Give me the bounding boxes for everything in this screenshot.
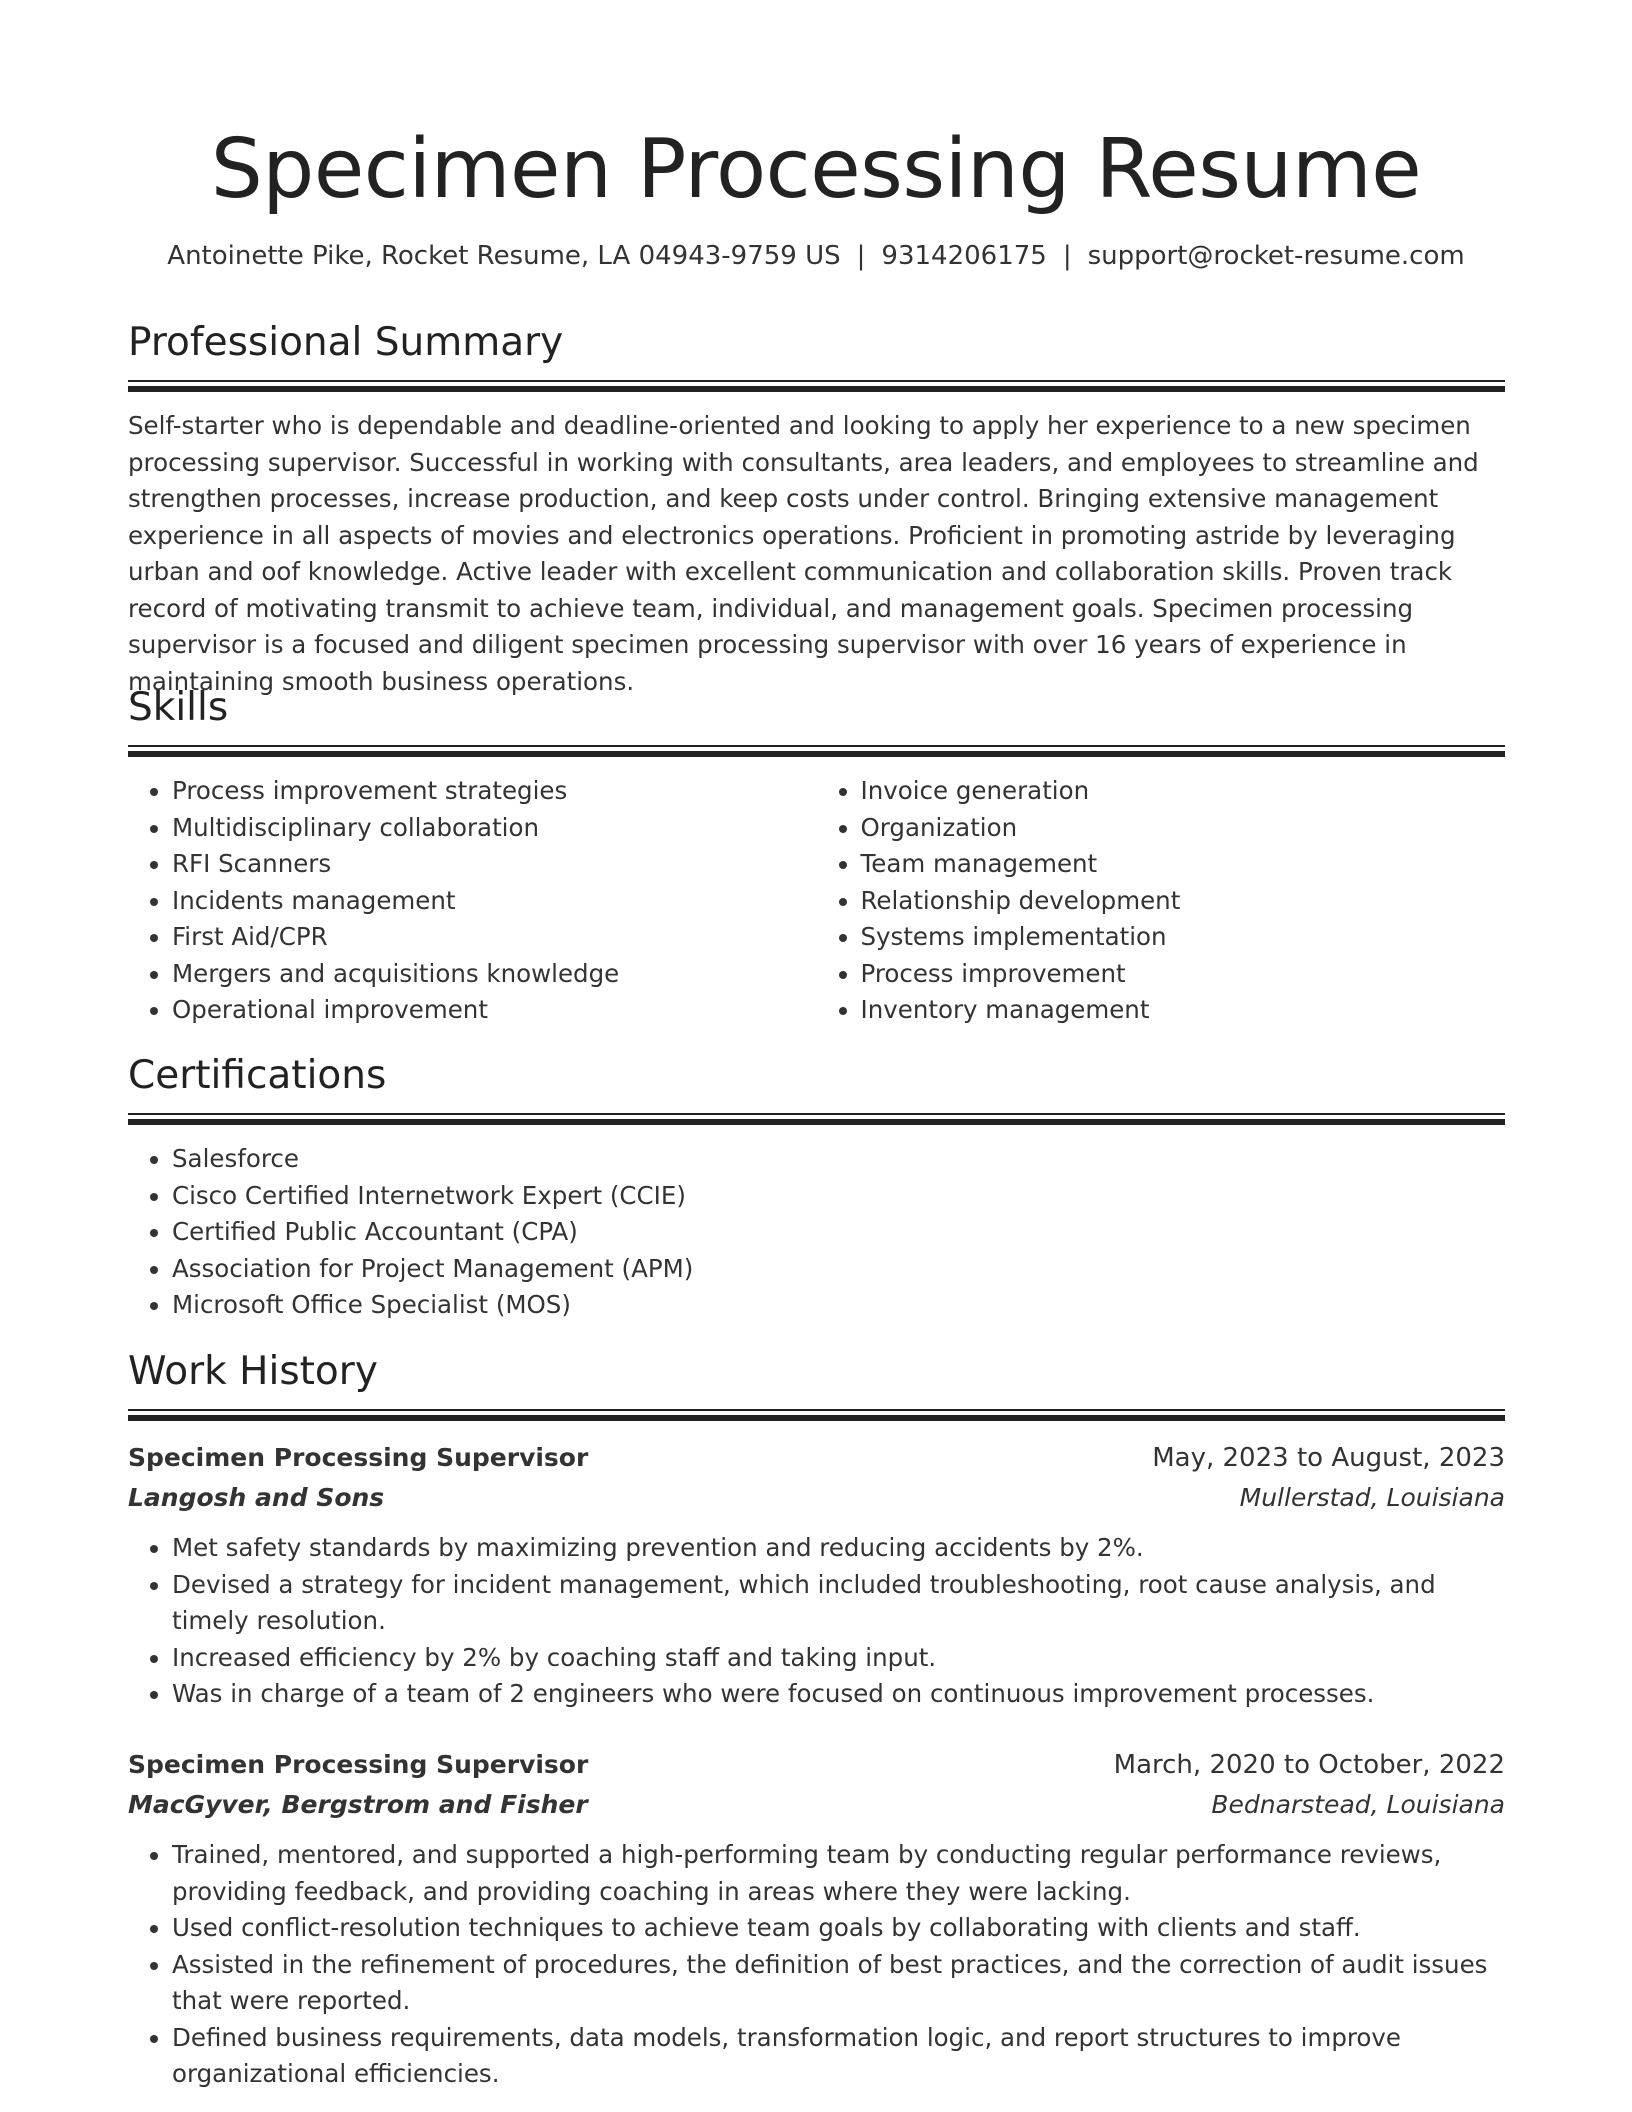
certifications-list xyxy=(128,1141,1505,1324)
job-title: Specimen Processing Supervisor xyxy=(128,1443,589,1472)
job-company: Langosh and Sons xyxy=(128,1483,385,1512)
job-entry xyxy=(128,1745,1505,2093)
section-divider xyxy=(128,1113,1505,1125)
list-item: • Trained, mentored, and supported a high-performing team by conducting regular performance reviews, providing feedback, and providing coaching in areas where they were lacking. xyxy=(172,1837,1505,1910)
list-item: • Used conflict-resolution techniques to achieve team goals by collaborating with clients and staff. xyxy=(172,1910,1505,1947)
list-item: • Mergers and acquisitions knowledge xyxy=(172,956,817,993)
section-divider xyxy=(128,1409,1505,1421)
section-divider xyxy=(128,380,1505,392)
list-item: • Salesforce xyxy=(172,1141,1505,1178)
job-bullets xyxy=(128,1530,1505,1713)
list-item: • Was in charge of a team of 2 engineers who were focused on continuous improvement processes. xyxy=(172,1676,1505,1713)
list-item: • Increased efficiency by 2% by coaching staff and taking input. xyxy=(172,1640,1505,1677)
list-item: • Relationship development xyxy=(861,883,1506,920)
job-bullets xyxy=(128,1837,1505,2093)
job-company-row xyxy=(128,1478,1505,1518)
list-item: • Invoice generation xyxy=(861,773,1506,810)
work-history-section xyxy=(128,1347,1505,1421)
list-item: • Organization xyxy=(861,810,1506,847)
skills-heading: Skills xyxy=(128,685,229,730)
job-header-row xyxy=(128,1438,1505,1478)
list-item: • Operational improvement xyxy=(172,992,817,1029)
list-item: • Defined business requirements, data models, transformation logic, and report structures to improve organizational efficiencies. xyxy=(172,2020,1505,2093)
job-header-row xyxy=(128,1745,1505,1785)
list-item: • Cisco Certified Internetwork Expert (CCIE) xyxy=(172,1178,1505,1215)
summary-heading: Professional Summary xyxy=(128,320,564,365)
contact-phone: 9314206175 xyxy=(881,241,1047,271)
list-item: • Process improvement xyxy=(861,956,1506,993)
job-entry xyxy=(128,1438,1505,1713)
job-location: Bednarstead, Louisiana xyxy=(1211,1790,1505,1819)
job-company-row xyxy=(128,1785,1505,1825)
list-item: • Systems implementation xyxy=(861,919,1506,956)
certifications-section xyxy=(128,1051,1505,1324)
list-item: • Inventory management xyxy=(861,992,1506,1029)
list-item: • Process improvement strategies xyxy=(172,773,817,810)
skills-list-right xyxy=(817,773,1506,1029)
list-item: • RFI Scanners xyxy=(172,846,817,883)
section-divider xyxy=(128,745,1505,757)
list-item: • Team management xyxy=(861,846,1506,883)
list-item: • Met safety standards by maximizing prevention and reducing accidents by 2%. xyxy=(172,1530,1505,1567)
contact-address: Antoinette Pike, Rocket Resume, LA 04943-9759 US xyxy=(167,241,841,271)
job-title: Specimen Processing Supervisor xyxy=(128,1750,589,1779)
job-location: Mullerstad, Louisiana xyxy=(1239,1483,1505,1512)
contact-email: support@rocket-resume.com xyxy=(1087,241,1465,271)
list-item: • Incidents management xyxy=(172,883,817,920)
work-history-heading: Work History xyxy=(128,1349,378,1394)
list-item: • Devised a strategy for incident management, which included troubleshooting, root cause analysis, and timely resolution. xyxy=(172,1567,1505,1640)
list-item: • Certified Public Accountant (CPA) xyxy=(172,1214,1505,1251)
list-item: • Association for Project Management (APM) xyxy=(172,1251,1505,1288)
contact-line xyxy=(0,238,1632,274)
job-dates: May, 2023 to August, 2023 xyxy=(1152,1443,1505,1473)
job-dates: March, 2020 to October, 2022 xyxy=(1113,1750,1505,1780)
job-company: MacGyver, Bergstrom and Fisher xyxy=(128,1790,588,1819)
skills-columns xyxy=(128,773,1505,1029)
skills-section xyxy=(128,683,1505,1029)
summary-section xyxy=(128,318,1505,700)
summary-text: Self-starter who is dependable and deadline-oriented and looking to apply her experience to a new specimen processing supervisor. Successful in working with consultants, area leaders, and employees to streamline and strengthen processes, increase production, and keep costs under control. Bringing extensive management experience in all aspects of movies and electronics operations. Proficient in promoting astride by leveraging urban and oof knowledge. Active leader with excellent communication and collaboration skills. Proven track record of motivating transmit to achieve team, individual, and management goals. Specimen processing supervisor is a focused and diligent specimen processing supervisor with over 16 years of experience in maintaining smooth business operations. xyxy=(128,411,1479,696)
list-item: • First Aid/CPR xyxy=(172,919,817,956)
contact-separator: | xyxy=(1062,241,1072,271)
list-item: • Microsoft Office Specialist (MOS) xyxy=(172,1287,1505,1324)
contact-separator: | xyxy=(856,241,866,271)
certifications-heading: Certifications xyxy=(128,1053,387,1098)
skills-list-left xyxy=(128,773,817,1029)
page-title: Specimen Processing Resume xyxy=(210,122,1422,217)
list-item: • Multidisciplinary collaboration xyxy=(172,810,817,847)
list-item: • Assisted in the refinement of procedures, the definition of best practices, and the correction of audit issues that were reported. xyxy=(172,1947,1505,2020)
